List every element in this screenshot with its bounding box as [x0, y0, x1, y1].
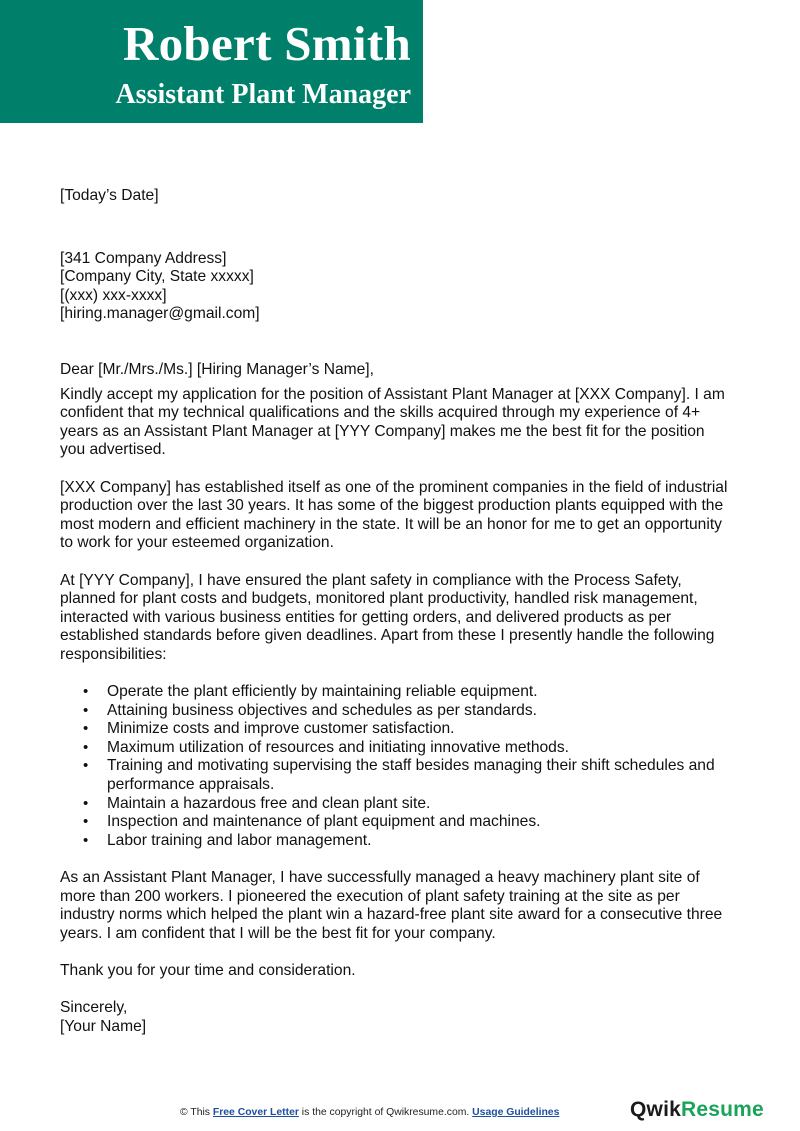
usage-guidelines-link[interactable]: Usage Guidelines — [472, 1107, 560, 1118]
list-item — [60, 720, 750, 739]
copyright-notice — [180, 1107, 559, 1118]
footer — [0, 1098, 800, 1128]
closing-thanks: Thank you for your time and consideration. — [60, 961, 356, 979]
responsibilities-list — [60, 683, 750, 850]
paragraph-line: years. I am confident that I will be the best fit for your company. — [60, 924, 496, 942]
list-item-text: Training and motivating supervising the staff besides managing their shift schedules and — [107, 757, 715, 775]
paragraph-achievements — [60, 869, 750, 943]
list-item-text: Inspection and maintenance of plant equipment and machines. — [107, 813, 541, 831]
list-item — [60, 795, 750, 814]
recipient-address — [60, 250, 750, 324]
address-line: [hiring.manager@gmail.com] — [60, 305, 260, 323]
address-line: [Company City, State xxxxx] — [60, 268, 254, 286]
paragraph-line: years as an Assistant Plant Manager at [YYY Company] makes me the best fit for the position — [60, 422, 705, 440]
paragraph-experience — [60, 572, 750, 665]
bullet-icon: • — [83, 794, 89, 812]
paragraph-line: most modern and efficient machinery in the state. It will be an honor for me to get an opportunity — [60, 515, 722, 533]
list-item — [60, 813, 750, 832]
logo-part-qwik: Qwik — [630, 1098, 681, 1121]
list-item-text: Maximum utilization of resources and initiating innovative methods. — [107, 738, 569, 756]
copyright-middle: is the copyright of Qwikresume.com. — [298, 1107, 473, 1118]
paragraph-line: interacted with various business entities for getting orders, and delivered products as per — [60, 608, 672, 626]
letter-body — [60, 187, 750, 1036]
paragraph-company — [60, 479, 750, 553]
bullet-icon: • — [83, 831, 89, 849]
paragraph-line: As an Assistant Plant Manager, I have successfully managed a heavy machinery plant site of — [60, 869, 700, 886]
list-item-text: Operate the plant efficiently by maintaining reliable equipment. — [107, 683, 538, 701]
list-item — [60, 832, 750, 851]
paragraph-line: industry norms which helped the plant win a hazard-free plant site award for a consecutive three — [60, 906, 723, 924]
paragraph-line: more than 200 workers. I pioneered the execution of plant safety training at the site as per — [60, 887, 680, 905]
header-banner — [0, 0, 423, 123]
applicant-job-title: Assistant Plant Manager — [115, 79, 411, 110]
paragraph-line: you advertised. — [60, 441, 166, 459]
paragraph-line: planned for plant costs and budgets, monitored plant productivity, handled risk management, — [60, 590, 698, 608]
bullet-icon: • — [83, 720, 89, 738]
sign-off: Sincerely, — [60, 999, 128, 1017]
paragraph-line: established standards before given deadlines. Apart from these I presently handle the following — [60, 627, 715, 645]
paragraph-line: responsibilities: — [60, 645, 167, 663]
bullet-icon: • — [83, 701, 89, 719]
address-line: [(xxx) xxx-xxxx] — [60, 286, 167, 304]
paragraph-line: confident that my technical qualifications and the skills acquired through my experience of 4+ — [60, 404, 701, 422]
list-item-text: Attaining business objectives and schedules as per standards. — [107, 701, 537, 719]
paragraph-introduction — [60, 386, 750, 460]
salutation: Dear [Mr./Mrs./Ms.] [Hiring Manager’s Name], — [60, 360, 374, 378]
list-item-text: Labor training and labor management. — [107, 831, 372, 849]
paragraph-line: production over the last 30 years. It has some of the biggest production plants equipped with the — [60, 497, 724, 515]
list-item — [60, 739, 750, 758]
paragraph-line: At [YYY Company], I have ensured the plant safety in compliance with the Process Safety, — [60, 571, 682, 589]
bullet-icon: • — [83, 738, 89, 756]
bullet-icon: • — [83, 757, 89, 775]
list-item — [60, 757, 750, 794]
paragraph-line: to work for your esteemed organization. — [60, 534, 334, 552]
bullet-icon: • — [83, 813, 89, 831]
signature-name: [Your Name] — [60, 1017, 147, 1035]
list-item-text: Maintain a hazardous free and clean plant site. — [107, 794, 431, 812]
bullet-icon: • — [83, 683, 89, 701]
letter-date: [Today’s Date] — [60, 187, 159, 204]
logo-part-resume: Resume — [680, 1098, 764, 1121]
paragraph-line: [XXX Company] has established itself as one of the prominent companies in the field of industrial — [60, 478, 728, 496]
list-item — [60, 683, 750, 702]
list-item-text: performance appraisals. — [107, 776, 275, 794]
copyright-prefix: © This — [180, 1107, 213, 1118]
address-line: [341 Company Address] — [60, 249, 227, 267]
list-item — [60, 702, 750, 721]
applicant-name: Robert Smith — [122, 16, 411, 71]
paragraph-line: Kindly accept my application for the position of Assistant Plant Manager at [XXX Company]. I am — [60, 385, 725, 403]
qwikresume-logo — [630, 1098, 764, 1122]
list-item-text: Minimize costs and improve customer satisfaction. — [107, 720, 455, 738]
free-cover-letter-link[interactable]: Free Cover Letter — [212, 1107, 299, 1118]
